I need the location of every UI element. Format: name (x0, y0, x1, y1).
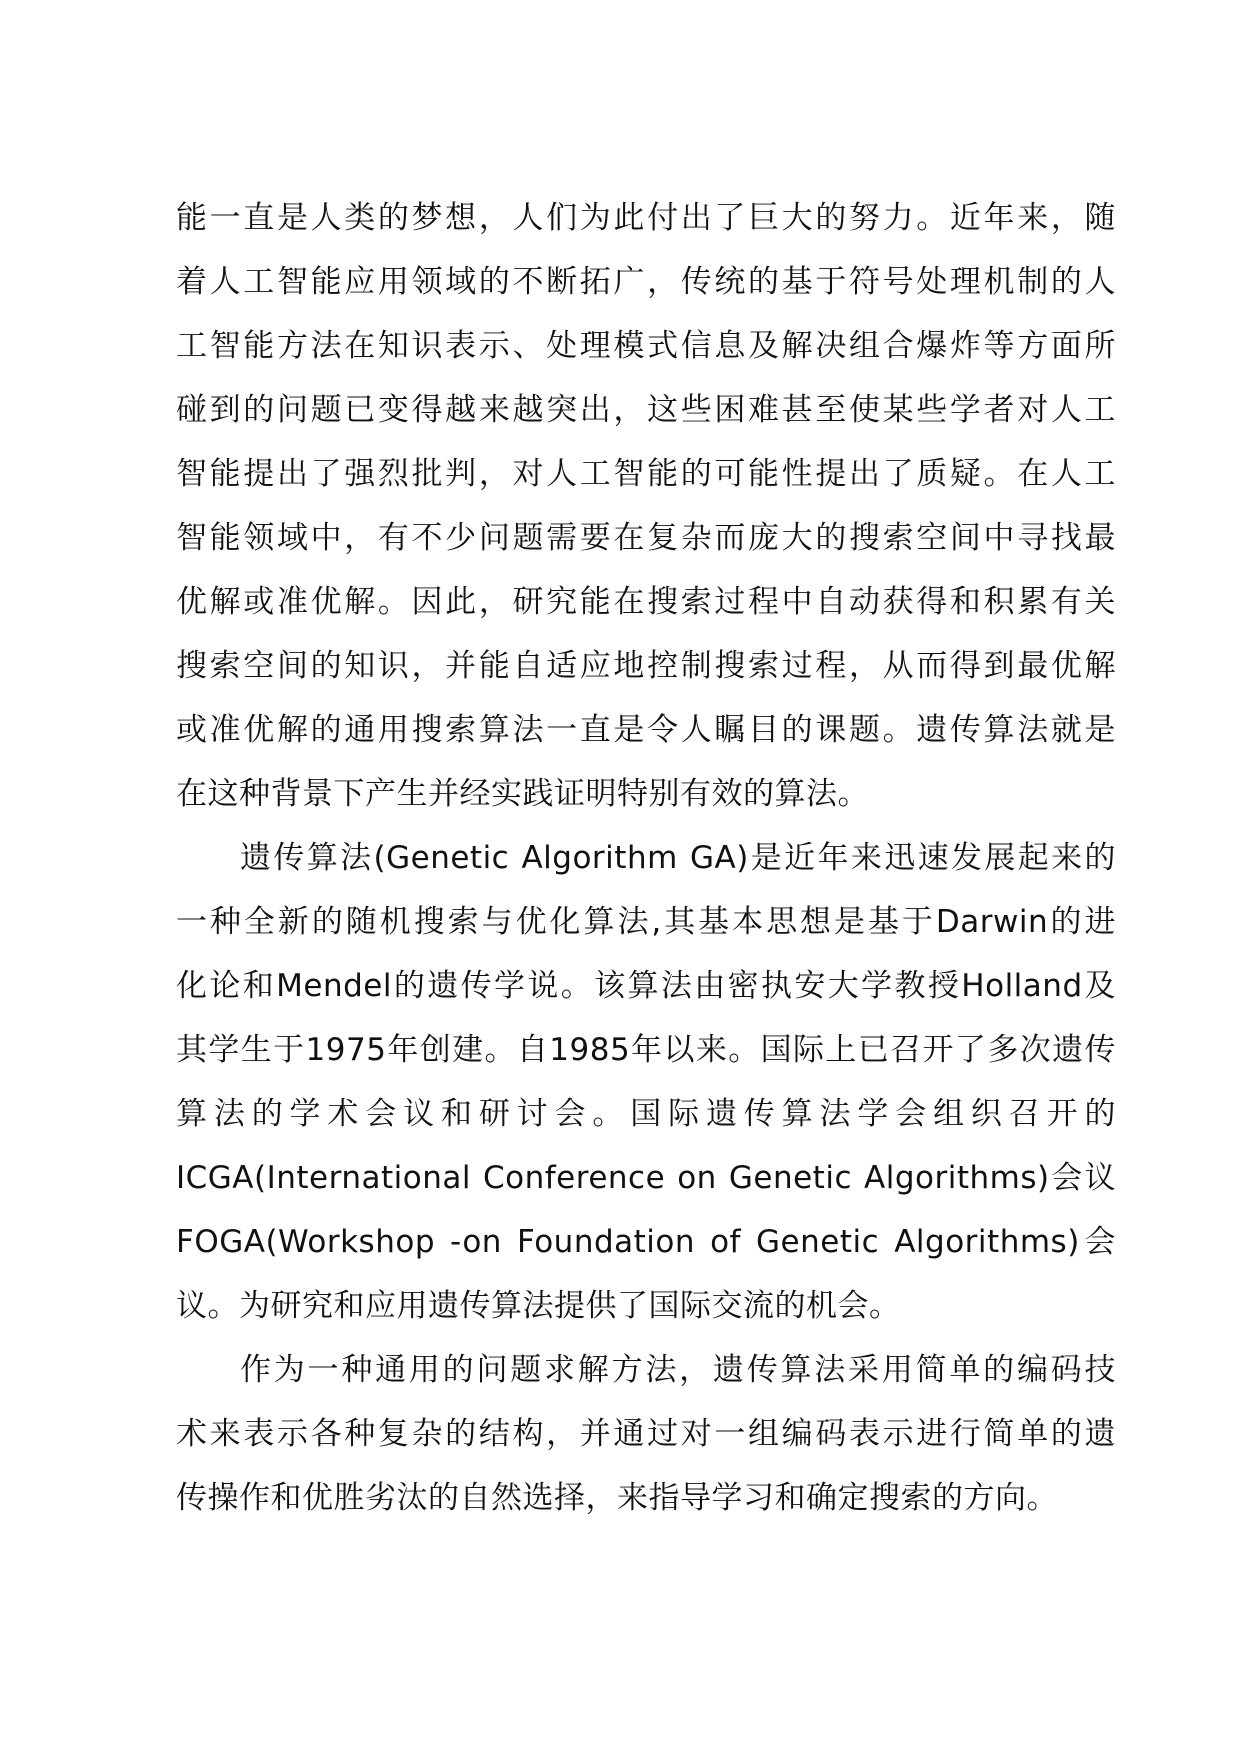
paragraph-line: 算法的学术会议和研讨会。国际遗传算法学会组织召开的 (176, 1096, 1116, 1132)
paragraph-3 (176, 1338, 1116, 1530)
paragraph-line: 工智能方法在知识表示、处理模式信息及解决组合爆炸等方面所 (176, 328, 1116, 364)
paragraph-line: 传操作和优胜劣汰的自然选择，来指导学习和确定搜索的方向。 (176, 1480, 1058, 1516)
paragraph-line: 在这种背景下产生并经实践证明特别有效的算法。 (176, 776, 869, 812)
paragraph-line: 优解或准优解。因此，研究能在搜索过程中自动获得和积累有关 (176, 584, 1116, 620)
paragraph-line: 能一直是人类的梦想，人们为此付出了巨大的努力。近年来，随 (176, 200, 1116, 236)
paragraph-line: 智能提出了强烈批判，对人工智能的可能性提出了质疑。在人工 (176, 456, 1116, 492)
body-text (176, 186, 1116, 1530)
paragraph-line: 或准优解的通用搜索算法一直是令人瞩目的课题。遗传算法就是 (176, 712, 1116, 748)
paragraph-1 (176, 186, 1116, 826)
paragraph-line: 一种全新的随机搜索与优化算法,其基本思想是基于Darwin的进 (176, 904, 1116, 940)
paragraph-line: 作为一种通用的问题求解方法，遗传算法采用简单的编码技 (240, 1352, 1116, 1388)
paragraph-line: 术来表示各种复杂的结构，并通过对一组编码表示进行简单的遗 (176, 1416, 1116, 1452)
paragraph-line: 化论和Mendel的遗传学说。该算法由密执安大学教授Holland及 (176, 968, 1116, 1004)
paragraph-2 (176, 826, 1116, 1338)
paragraph-line: 其学生于1975年创建。自1985年以来。国际上已召开了多次遗传 (176, 1032, 1116, 1068)
paragraph-line: ICGA(International Conference on Genetic Algorithms)会议 (176, 1160, 1116, 1196)
paragraph-line: FOGA(Workshop -on Foundation of Genetic Algorithms)会 (176, 1224, 1116, 1260)
paragraph-line: 搜索空间的知识，并能自适应地控制搜索过程，从而得到最优解 (176, 648, 1116, 684)
paragraph-line: 遗传算法(Genetic Algorithm GA)是近年来迅速发展起来的 (240, 840, 1116, 876)
paragraph-line: 着人工智能应用领域的不断拓广，传统的基于符号处理机制的人 (176, 264, 1116, 300)
paragraph-line: 碰到的问题已变得越来越突出，这些困难甚至使某些学者对人工 (176, 392, 1116, 428)
paragraph-line: 议。为研究和应用遗传算法提供了国际交流的机会。 (176, 1288, 901, 1324)
paragraph-line: 智能领域中，有不少问题需要在复杂而庞大的搜索空间中寻找最 (176, 520, 1116, 556)
